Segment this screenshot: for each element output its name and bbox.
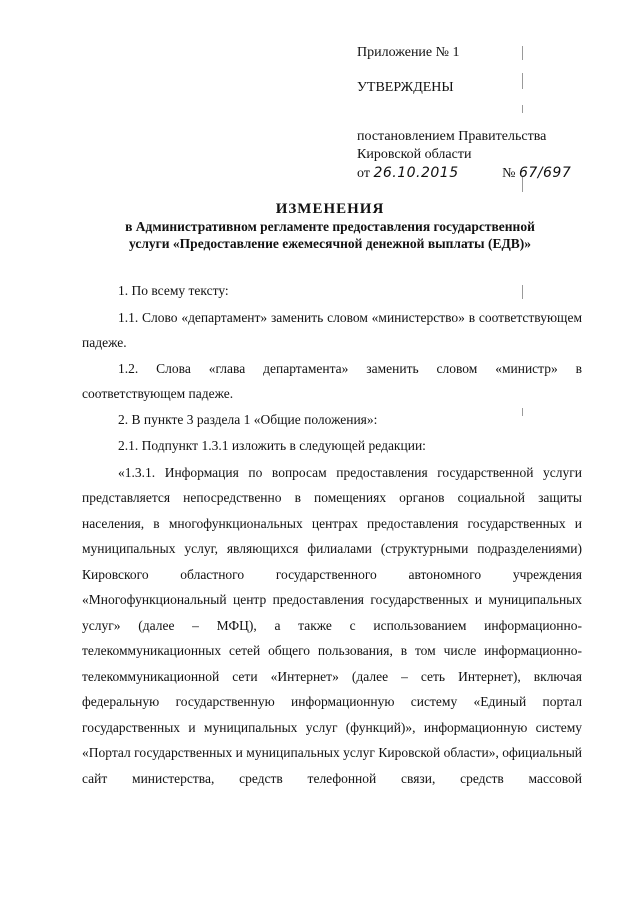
paragraph-2: 2. В пункте 3 раздела 1 «Общие положения»: (118, 411, 378, 427)
document-subtitle-line-2: услуги «Предоставление ежемесячной денежной выплаты (ЕДВ)» (129, 236, 531, 251)
resolution-line-2: Кировской области (357, 147, 472, 162)
resolution-date-number (357, 164, 597, 183)
handwritten-date: 26.10.2015 (373, 165, 459, 181)
paragraph-1: 1. По всему тексту: (118, 283, 229, 298)
resolution-line-1: постановлением Правительства (357, 129, 547, 144)
paragraph-1-2: 1.2. Слова «глава департамента» заменить словом «министр» в соответствующем падеже. (82, 360, 582, 401)
document-title: ИЗМЕНЕНИЯ (275, 201, 385, 217)
appendix-label: Приложение № 1 (357, 45, 460, 60)
paragraph-1-1: 1.1. Слово «департамент» заменить словом «министерство» в соответствующем падеже. (82, 309, 582, 350)
handwritten-number: 67/697 (518, 165, 572, 181)
document-heading (80, 200, 580, 252)
from-label: от (357, 166, 370, 181)
document-body (82, 278, 582, 791)
paragraph-1-3-1: «1.3.1. Информация по вопросам предоставления государственной услуги представляется непосредственно в помещениях органов социальной защиты населения, в многофункциональных центрах предоставления государственных и муниципальных услуг, являющихся филиалами (структурными подразделениями) Кировского областного государственного автономного учреждения «Многофункциональный центр предоставления государственных и муниципальных услуг» (далее – МФЦ), а также с использованием информационно-телекоммуникационных сетей общего пользования, в том числе информационно-телекоммуникационной сети «Интернет» (далее – сеть Интернет), включая федеральную государственную информационную систему «Единый портал государственных и муниципальных услуг (функций)», информационную систему «Портал государственных и муниципальных услуг Кировской области», официальный сайт министерства, средств телефонной связи, средств массовой (82, 464, 582, 786)
number-label: № (502, 166, 516, 181)
paragraph-2-1: 2.1. Подпункт 1.3.1 изложить в следующей редакции: (118, 438, 426, 453)
approved-label: УТВЕРЖДЕНЫ (357, 80, 454, 95)
document-subtitle-line-1: в Административном регламенте предоставления государственной (125, 219, 535, 234)
approval-block (357, 44, 597, 183)
